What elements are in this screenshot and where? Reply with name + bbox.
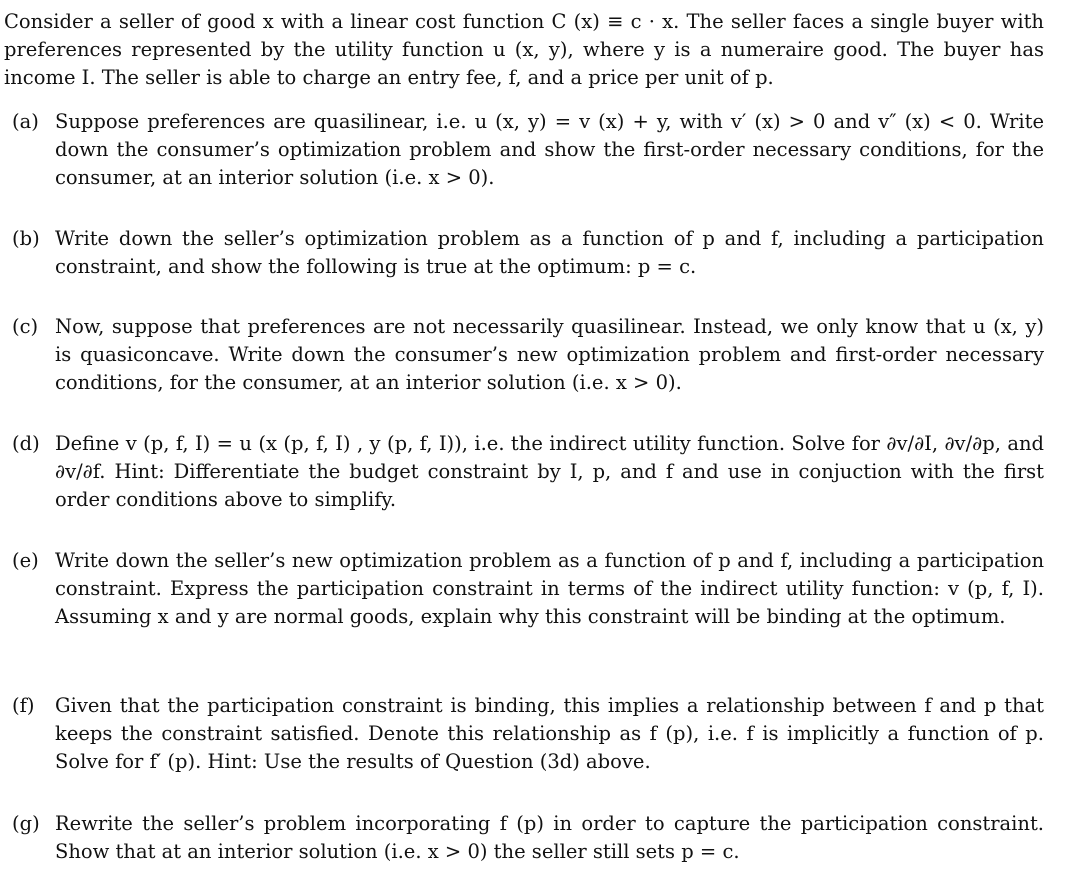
question-g [12,810,1044,866]
question-label: (c) [12,315,39,338]
question-label: (b) [12,227,40,250]
question-text: Define v (p, f, I) = u (x (p, f, I) , y (p, f, I)), i.e. the indirect utility function. Solve for ∂v/∂I, ∂v/∂p, and ∂v/∂f. Hint: Differentiate the budget constraint by I, p, and f and use in conjuction with the first order conditions above to simplify. [55,432,1044,511]
question-text: Suppose preferences are quasilinear, i.e. u (x, y) = v (x) + y, with v′ (x) > 0 and v″ (x) < 0. Write down the consumer’s optimization problem and show the first-order necessary conditions, for the consumer, at an interior solution (i.e. x > 0). [55,110,1044,189]
question-label: (e) [12,549,39,572]
question-f [12,692,1044,776]
question-b [12,225,1044,281]
question-label: (f) [12,694,35,717]
question-text: Rewrite the seller’s problem incorporating f (p) in order to capture the participation constraint. Show that at an interior solution (i.e. x > 0) the seller still sets p = c. [55,812,1044,863]
question-e [12,547,1044,631]
question-label: (d) [12,432,40,455]
question-text: Given that the participation constraint is binding, this implies a relationship between f and p that keeps the constraint satisfied. Denote this relationship as f (p), i.e. f is implicitly a function of p. Solve for f′ (p). Hint: Use the results of Question (3d) above. [55,694,1044,773]
question-text: Write down the seller’s new optimization problem as a function of p and f, including a participation constraint. Express the participation constraint in terms of the indirect utility function: v (p, f, I). Assuming x and y are normal goods, explain why this constraint will be binding at the optimum. [55,549,1044,628]
question-c [12,313,1044,397]
question-a [12,108,1044,192]
question-label: (a) [12,110,39,133]
intro-paragraph: Consider a seller of good x with a linear cost function C (x) ≡ c · x. The seller faces a single buyer with preferences represented by the utility function u (x, y), where y is a numeraire good. The buyer has income I. The seller is able to charge an entry fee, f, and a price per unit of p. [4,10,1044,89]
question-text: Write down the seller’s optimization problem as a function of p and f, including a participation constraint, and show the following is true at the optimum: p = c. [55,227,1044,278]
question-d [12,430,1044,514]
question-label: (g) [12,812,40,835]
question-text: Now, suppose that preferences are not necessarily quasilinear. Instead, we only know that u (x, y) is quasiconcave. Write down the consumer’s new optimization problem and first-order necessary conditions, for the consumer, at an interior solution (i.e. x > 0). [55,315,1044,394]
